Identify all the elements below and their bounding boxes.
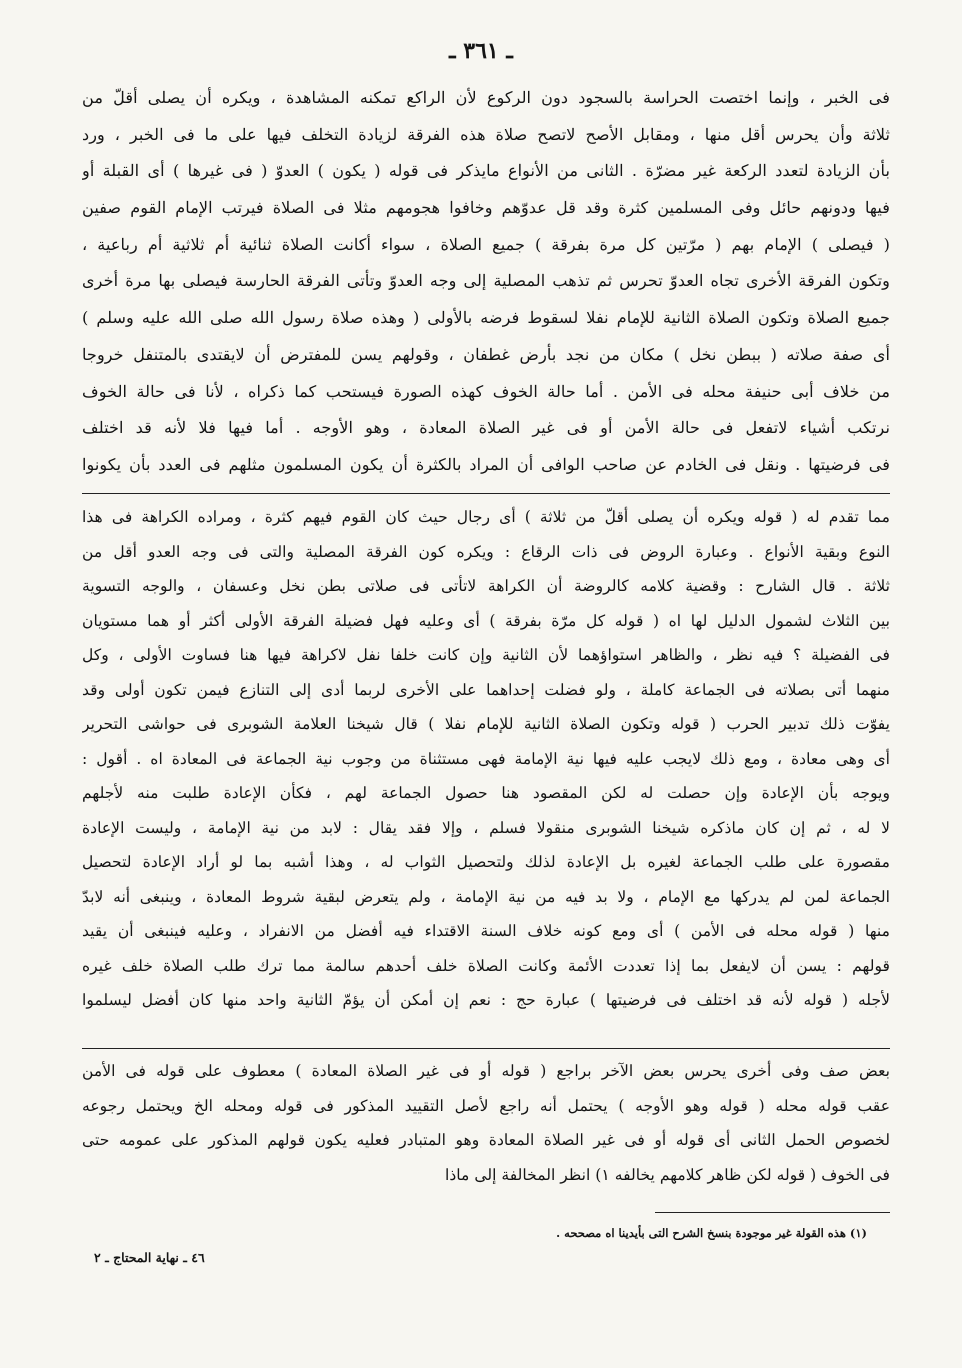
commentary-line: بين الثلاث لشمول الدليل لها اه ( قوله كل مرّة بفرقة ) أى وعليه فهل فضيلة الفرقة الأولى أكثر أو هما مستويان <box>82 611 890 630</box>
section-divider <box>82 1048 890 1049</box>
commentary-line: منها ( قوله محله فى الأمن ) أى ومع كونه خلاف السنة الاقتداء فيه أفضل من الانفراد ، وعليه فينبغى أن يقيد <box>82 922 890 940</box>
text-line: ثلاثة وأن يحرس أقل منها ، ومقابل الأصح لاتصح صلاة هذه الفرقة لزيادة التخلف فيها على ما فى الخبر ، ورد <box>82 124 890 144</box>
commentary-line: النوع وبقية الأنواع . وعبارة الروض فى ذات الرقاع : ويكره كون الفرقة المصلية والتى فى وجه العدو أقل من <box>82 542 890 561</box>
text-line: جميع الصلاة وتكون الصلاة الثانية للإمام نفلا لسقوط فرضه بالأولى ( وهذه صلاة رسول الله صلى الله عليه وسلم ) <box>82 308 890 328</box>
text-line: وتكون الفرقة الأخرى تجاه العدوّ تحرس ثم تذهب المصلية إلى وجه العدوّ وتأتى الفرقة الحارسة فيصلى بها مرة أخرى <box>82 271 890 291</box>
text-line: ( فيصلى ) الإمام بهم ( مرّتين كل مرة بفرقة ) جميع الصلاة ، سواء أكانت الصلاة ثنائية أم ثلاثية أم رباعية ، <box>82 234 890 254</box>
text-line: نرتكب أشياء لاتفعل فى حالة الأمن أو فى غير الصلاة المعادة ، وهو الأوجه . أما فيها فلا لأنه قد اختلف <box>82 418 890 438</box>
commentary-line: أى وهى معادة ، ومع ذلك لايجب عليه فيها نية الإمامة فهى مستثناة من وجوب نية الجماعة فى المعادة اه . أقول : <box>82 749 890 768</box>
commentary-block <box>82 500 890 1018</box>
text-line: من خلاف أبى حنيفة محله فى الأمن . أما حالة الخوف كهذه الصورة فيستحب كما ذكراه ، لأنا فى حالة الخوف <box>82 381 890 401</box>
main-text <box>82 80 890 484</box>
commentary-line: بعض صف وفى أخرى يحرس بعض الآخر براجع ( قوله أو فى غير الصلاة المعادة ) معطوف على قوله فى الأمن <box>82 1062 890 1080</box>
commentary-line: يفوّت ذلك تدبير الحرب ( قوله وتكون الصلاة الثانية للإمام نفلا ) قال شيخنا العلامة الشوبرى فى حواشى التحرير <box>82 715 890 733</box>
commentary-line: لخصوص الحمل الثانى أى قوله أو فى غير الصلاة المعادة وهو المتبادر فعليه يكون قولهم المذكور على عمومه حتى <box>82 1131 890 1149</box>
section-divider <box>82 493 890 494</box>
signature-line: ٤٦ ـ نهاية المحتاج ـ ٢ <box>94 1250 205 1265</box>
commentary-line: مما تقدم له ( قوله ويكره أن يصلى أقلّ من ثلاثة ) أى رجال حيث كان القوم فيهم كثرة ، ومراده الكراهة فى هذا <box>82 508 890 526</box>
commentary-line: فى الفضيلة ؟ فيه نظر ، والظاهر استواؤهما لأن الثانية وإن كانت خلفا نفل لاكراهة فيها هنا فساوت الأولى ، وكل <box>82 646 890 664</box>
text-line: بأن الزيادة لتعدد الركعة غير مضرّة . الثانى من الأنواع مايذكر فى قوله ( يكون ) العدوّ ( فى غيرها ) أى القبلة أو <box>82 161 890 181</box>
footnote-divider <box>655 1212 890 1213</box>
footnote: (١) هذه القولة غير موجودة بنسخ الشرح التى بأيدينا اه مصححه . <box>556 1226 867 1240</box>
commentary-line: عقب قوله محله ( قوله وهو الأوجه ) يحتمل أنه راجع لأصل التقييد المذكور فى قوله ومحله الخ ويحتمل رجوعه <box>82 1096 890 1115</box>
text-line: فى الخبر ، وإنما اختصت الحراسة بالسجود دون الركوع لأن الراكع تمكنه المشاهدة ، ويكره أن يصلى أقلّ من <box>82 88 890 107</box>
text-line: أى صفة صلاته ( ببطن نخل ) مكان من نجد بأرض غطفان ، وقولهم يسن للمفترض أن لايقتدى بالمتنفل خروجا <box>82 344 890 364</box>
commentary-line: لا له ، ثم إن كان ماذكره شيخنا الشوبرى منقولا فسلم ، وإلا فقد يقال : لابد من نية الإمامة ، وليست الإعادة <box>82 818 890 837</box>
commentary-block <box>82 1054 890 1192</box>
commentary-line: الجماعة لمن لم يدركها مع الإمام ، ولا بد فيه من نية الإمامة ، ولم يتعرض لبقية شروط المعادة ، وينبغى أنه لابدّ <box>82 887 890 906</box>
commentary-line: منهما أتى بصلاته فى الجماعة كاملة ، ولو فضلت إحداهما على الأخرى لربما أدى إلى التنازع فيمن تكون أولى وقد <box>82 680 890 699</box>
text-line: فى فرضيتها . ونقل فى الخادم عن صاحب الوافى أن المراد بالكثرة أن يكون المسلمون مثلهم فى العدد بأن يكونوا <box>82 454 890 474</box>
commentary-line: فى الخوف ( قوله لكن ظاهر كلامهم يخالفه ١) انظر المخالفة إلى ماذا <box>445 1165 890 1184</box>
commentary-line: ثلاثة . قال الشارح : وقضية كلامه كالروضة أن الكراهة لاتأتى فى صلاتى بطن نخل وعسفان ، والوجه التسوية <box>82 577 890 595</box>
page-number: ـ ٣٦١ ـ <box>449 38 513 64</box>
commentary-line: قولهم : يسن أن لايفعل بما إذا تعددت الأئمة وكانت الصلاة خلف أحدهم سالمة مما ترك طلب الصلاة خلف غيره <box>82 956 890 975</box>
commentary-line: مقصورة على طلب الجماعة لغيره بل الإعادة لذلك ولتحصيل الثواب له ، وهذا أشبه بما لو أراد الإعادة لتحصيل <box>82 853 890 871</box>
commentary-line: ويوجه بأن الإعادة وإن حصلت له لكن المقصود هنا حصول الجماعة لهم ، فكأن الإعادة طلبت منه لأجلهم <box>82 784 890 802</box>
commentary-line: لأجله ( قوله لأنه قد اختلف فى فرضيتها ) عبارة حج : نعم إن أمكن أن يؤمّ الثانية واحد منها كان أفضل ليسلموا <box>82 991 890 1009</box>
text-line: فيها ودونهم حائل وفى المسلمين كثرة وقد قل عدوّهم وخافوا هجومهم مثلا فى الصلاة فيرتب الإمام القوم صفين <box>82 198 890 218</box>
